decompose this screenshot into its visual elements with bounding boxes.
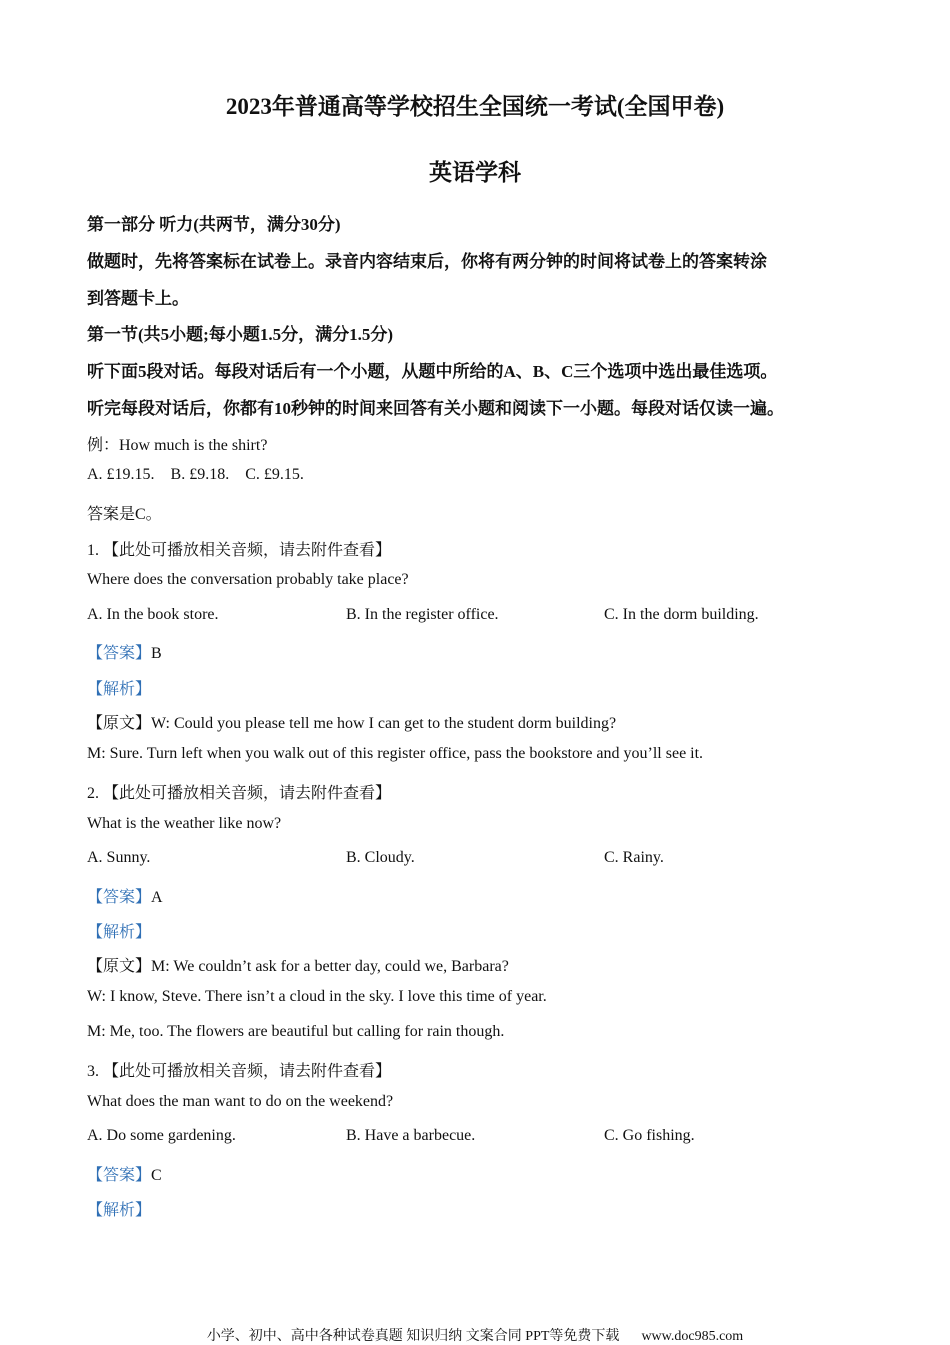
part1-heading: 第一部分 听力(共两节，满分30分) — [87, 215, 341, 234]
footer-url[interactable]: www.doc985.com — [641, 1329, 744, 1344]
question-1-transcript — [87, 710, 616, 733]
footer-text: 小学、初中、高中各种试卷真题 知识归纳 文案合同 PPT等免费下载 — [206, 1329, 620, 1344]
question-2-analysis-tag: 【解析】 — [87, 924, 152, 941]
question-1-analysis-tag: 【解析】 — [87, 681, 152, 698]
instructions-line-2: 到答题卡上。 — [87, 289, 189, 308]
question-1-option-a: A. In the book store. — [87, 606, 219, 623]
page-footer — [0, 1325, 950, 1345]
example-answer: 答案是C。 — [87, 506, 162, 523]
answer-value: B — [151, 645, 162, 662]
question-1-option-b: B. In the register office. — [346, 606, 499, 623]
subject-title: 英语学科 — [429, 160, 521, 185]
answer-value: C — [151, 1167, 162, 1184]
question-2-option-b: B. Cloudy. — [346, 849, 415, 866]
question-2-option-a: A. Sunny. — [87, 849, 151, 866]
transcript-line: M: We couldn’t ask for a better day, could we, Barbara? — [151, 958, 509, 975]
answer-tag: 【答案】 — [87, 1167, 152, 1184]
answer-value: A — [151, 889, 163, 906]
question-1-answer — [87, 640, 162, 663]
question-3-option-a: A. Do some gardening. — [87, 1127, 236, 1144]
example-question: 例：How much is the shirt? — [87, 437, 268, 454]
transcript-line: W: Could you please tell me how I can get to the student dorm building? — [151, 715, 617, 732]
question-3-option-b: B. Have a barbecue. — [346, 1127, 476, 1144]
question-3-text: What does the man want to do on the weekend? — [87, 1093, 394, 1110]
transcript-tag: 【原文】 — [87, 958, 152, 975]
question-2-transcript — [87, 953, 509, 976]
question-2-option-c: C. Rainy. — [604, 849, 664, 866]
question-1-text: Where does the conversation probably take place? — [87, 571, 409, 588]
question-2-transcript-line-2: W: I know, Steve. There isn’t a cloud in the sky. I love this time of year. — [87, 988, 547, 1005]
question-1-audio[interactable]: 1. 【此处可播放相关音频，请去附件查看】 — [87, 542, 392, 559]
question-2-audio[interactable]: 2. 【此处可播放相关音频，请去附件查看】 — [87, 785, 392, 802]
answer-tag: 【答案】 — [87, 889, 152, 906]
example-options: A. £19.15. B. £9.18. C. £9.15. — [87, 466, 304, 483]
question-1-transcript-line-2: M: Sure. Turn left when you walk out of this register office, pass the bookstore and you’ll see it. — [87, 745, 704, 762]
question-2-answer — [87, 884, 163, 907]
transcript-tag: 【原文】 — [87, 715, 152, 732]
section1-instructions-2: 听完每段对话后，你都有10秒钟的时间来回答有关小题和阅读下一小题。每段对话仅读一遍。 — [87, 399, 784, 418]
question-3-analysis-tag: 【解析】 — [87, 1202, 152, 1219]
section1-heading: 第一节(共5小题;每小题1.5分，满分1.5分) — [87, 325, 393, 344]
question-2-transcript-line-3: M: Me, too. The flowers are beautiful but calling for rain though. — [87, 1023, 505, 1040]
section1-instructions-1: 听下面5段对话。每段对话后有一个小题，从题中所给的A、B、C三个选项中选出最佳选项。 — [87, 362, 778, 381]
instructions-line-1: 做题时，先将答案标在试卷上。录音内容结束后，你将有两分钟的时间将试卷上的答案转涂 — [87, 252, 767, 271]
exam-title: 2023年普通高等学校招生全国统一考试(全国甲卷) — [225, 94, 725, 119]
question-2-text: What is the weather like now? — [87, 815, 282, 832]
answer-tag: 【答案】 — [87, 645, 152, 662]
question-3-answer — [87, 1162, 162, 1185]
question-3-audio[interactable]: 3. 【此处可播放相关音频，请去附件查看】 — [87, 1063, 392, 1080]
question-1-option-c: C. In the dorm building. — [604, 606, 759, 623]
question-3-option-c: C. Go fishing. — [604, 1127, 695, 1144]
